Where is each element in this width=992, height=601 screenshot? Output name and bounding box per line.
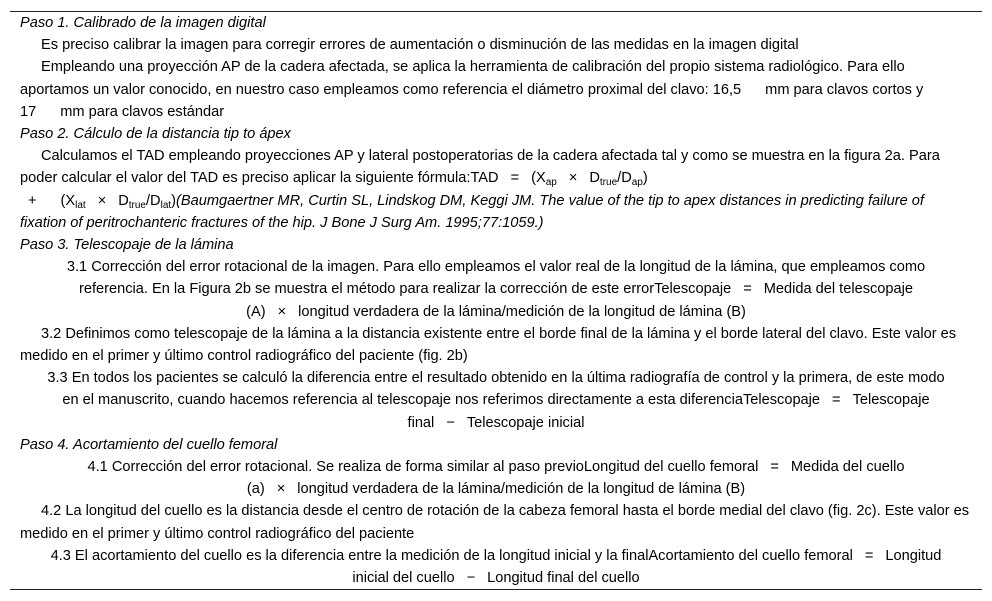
step-3-p3-text-c: Telescopaje inicial (466, 414, 585, 431)
step-2-slash-d: /D (617, 170, 632, 187)
step-2-times-2: × (97, 192, 107, 209)
step-2-title: Paso 2. Cálculo de la distancia tip to ápex (20, 126, 291, 143)
step-4-p1-text-b: Medida del cuello (a) (246, 459, 905, 498)
step-4-p1-times: × (276, 481, 286, 498)
step-2-xlat: (X (60, 192, 76, 209)
step-3-p1-text-a: 3.1 Corrección del error rotacional de la imagen. Para ello empleamos el valor real de la longitud de la lámina, que empleamos como referencia. En la Figura 2b se muestra el método para realizar la corrección de este errorTelescopaje (66, 259, 926, 298)
step-4-p3-text-b: Longitud inicial del cuello (352, 547, 942, 587)
step-4-p1-text-c: longitud verdadera de la lámina/medición de la longitud de lámina (B) (297, 481, 746, 498)
step-2-sub-ap2: ap (631, 177, 643, 189)
step-4-title: Paso 4. Acortamiento del cuello femoral (20, 436, 278, 453)
step-4-p3-minus: − (466, 570, 476, 587)
step-1-p2-text-b: mm para clavos cortos y 17 (20, 81, 924, 120)
step-2-close2: ) (171, 192, 177, 209)
step-3-p1-text-b: Medida del telescopaje (A) (246, 281, 913, 320)
step-3-title: Paso 3. Telescopaje de la lámina (20, 237, 234, 254)
step-3-paragraph-1 (10, 256, 982, 323)
step-2-dtrue: D (589, 170, 600, 187)
step-2-dtrue2: D (118, 192, 129, 209)
step-2-plus: + (28, 192, 37, 209)
step-1-p2-text-a: Empleando una proyección AP de la cadera afectada, se aplica la herramienta de calibración del propio sistema radiológico. Para ello aportamos un valor conocido, en nuestro caso empleamos como referencia el diámetro proximal del clavo: 16,5 (20, 59, 905, 98)
step-3-p3-minus: − (446, 414, 455, 431)
step-1-paragraph-2 (10, 56, 982, 123)
step-4-p1-eq: = (770, 459, 779, 476)
step-4-p1-text-a: 4.1 Corrección del error rotacional. Se realiza de forma similar al paso previoLongitud del cuello femoral (87, 459, 759, 476)
step-4-paragraph-3 (10, 545, 982, 589)
step-3-p1-eq: = (743, 281, 752, 298)
step-2-xap: (X (531, 170, 546, 187)
step-2-times-1: × (568, 170, 578, 187)
step-3-paragraph-3 (10, 367, 982, 434)
step-3-p1-times: × (277, 303, 287, 320)
step-4-paragraph-1 (10, 456, 982, 500)
step-2-sub-ap: ap (545, 177, 557, 189)
step-4-p3-text-c: Longitud final del cuello (487, 570, 640, 587)
step-2-paragraph-1 (10, 145, 982, 234)
step-4-p3-text-a: 4.3 El acortamiento del cuello es la diferencia entre la medición de la longitud inicial y la finalAcortamiento del cuello femoral (50, 547, 853, 564)
step-2-reference: (Baumgaertner MR, Curtin SL, Lindskog DM, Keggi JM. The value of the tip to apex distances in predicting failure of fixation of peritrochanteric fractures of the hip. J Bone J Surg Am. 1995;77:1059.) (20, 192, 924, 231)
step-3-p3-text-b: Telescopaje final (407, 392, 930, 431)
step-2-sub-lat: lat (75, 199, 86, 211)
step-3-p3-eq: = (832, 392, 841, 409)
step-2-eq: = (510, 170, 520, 187)
step-3-p1-text-c: longitud verdadera de la lámina/medición de la longitud de lámina (B) (298, 303, 746, 320)
step-3-p3-text-a: 3.3 En todos los pacientes se calculó la diferencia entre el resultado obtenido en la última radiografía de control y la primera, de este modo en el manuscrito, cuando hacemos referencia al telescopaje nos referimos directamente a esta diferenciaTelescopaje (47, 370, 945, 409)
step-1-paragraph-1: Es preciso calibrar la imagen para corregir errores de aumentación o disminución de las medidas en la imagen digital (41, 37, 799, 54)
step-1-title: Paso 1. Calibrado de la imagen digital (20, 15, 266, 31)
step-2-close: ) (642, 170, 648, 187)
step-2-sub-lat2: lat (160, 199, 172, 211)
step-4-paragraph-2: 4.2 La longitud del cuello es la distancia desde el centro de rotación de la cabeza femoral hasta el borde medial del clavo (fig. 2c). Este valor es medido en el primer y último control radiográfico del paciente (20, 503, 970, 542)
step-4-p3-eq: = (864, 547, 874, 564)
step-2-text: Calculamos el TAD empleando proyecciones AP y lateral postoperatorias de la cadera afectada tal y como se muestra en la figura 2a. Para poder calcular el valor del TAD es preciso aplicar la siguiente fórmula:TAD (20, 148, 940, 187)
step-2-slash-d2: /D (146, 192, 161, 209)
step-1-p2-text-c: mm para clavos estándar (60, 103, 225, 120)
step-3-paragraph-2: 3.2 Definimos como telescopaje de la lámina a la distancia existente entre el borde final de la lámina y el borde lateral del clavo. Este valor es medido en el primer y último control radiográfico del paciente (fig. 2b) (20, 325, 957, 365)
procedure-table (10, 11, 982, 590)
step-2-sub-true2: true (128, 199, 146, 211)
step-2-sub-true: true (599, 177, 618, 189)
